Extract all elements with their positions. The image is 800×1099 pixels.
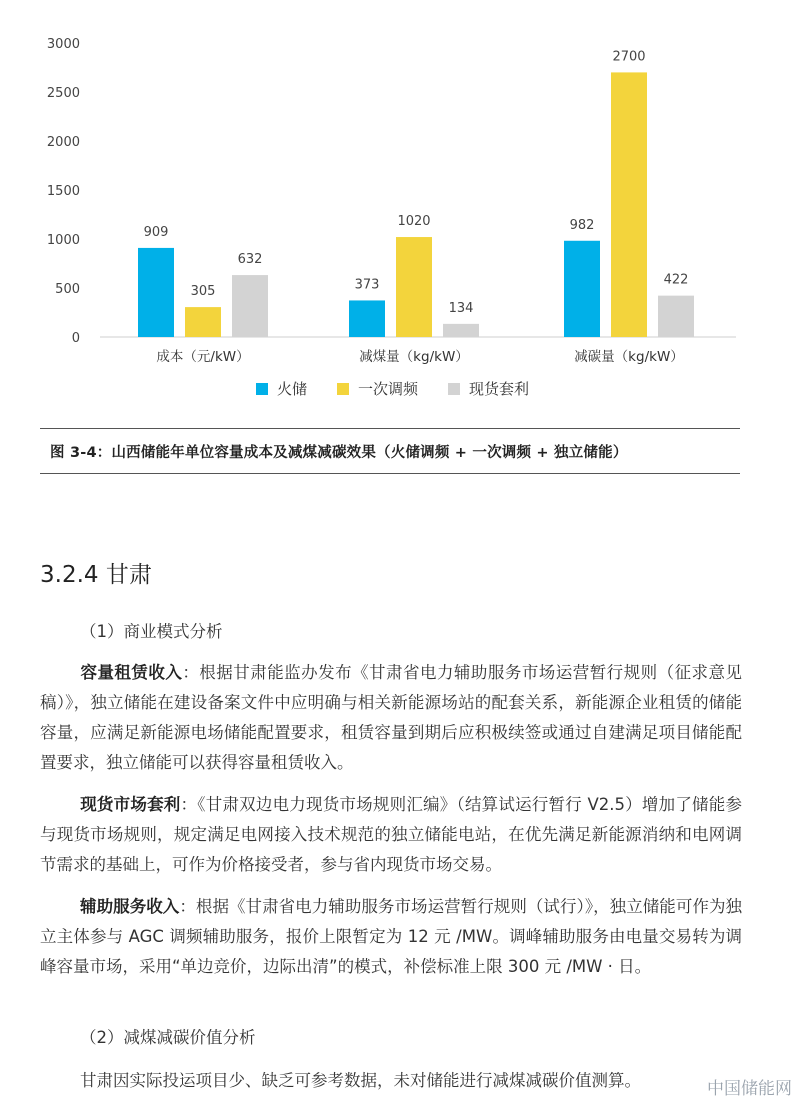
data-label: 982 [569, 217, 595, 233]
legend-item-spot-arbitrage [448, 378, 529, 399]
paragraph-lead: 辅助服务收入 [80, 897, 180, 916]
paragraph-capacity-leasing [40, 658, 742, 778]
bar [611, 72, 647, 337]
data-label: 909 [143, 224, 169, 240]
data-label: 632 [237, 252, 263, 268]
legend-item-fire-storage [256, 378, 307, 399]
category-label: 成本（元/kW） [156, 349, 250, 365]
paragraph-body: ：根据《甘肃省电力辅助服务市场运营暂行规则（试行）》，独立储能可作为独立主体参与 AGC 调频辅助服务，报价上限暂定为 12 元 /MW。调峰辅助服务由电量交易转为调峰容量市场，采用“单边竞价，边际出清”的模式，补偿标准上限 300 元 /MW · 日。 [40, 897, 743, 976]
bar [658, 296, 694, 337]
paragraph-coal-carbon: 甘肃因实际投运项目少、缺乏可参考数据，未对储能进行减煤减碳价值测算。 [80, 1071, 641, 1090]
legend-swatch [448, 383, 460, 395]
bars [138, 72, 694, 337]
legend-swatch [337, 383, 349, 395]
bar-chart [0, 0, 800, 372]
y-tick-label: 2500 [46, 86, 80, 101]
data-label: 2700 [612, 49, 646, 65]
category-labels [156, 348, 683, 365]
figure-caption-box [40, 428, 740, 474]
bar [349, 300, 385, 337]
bar [232, 275, 268, 337]
y-tick-label: 2000 [46, 135, 80, 150]
y-tick-label: 0 [71, 331, 80, 346]
bar [396, 237, 432, 337]
bar [138, 248, 174, 337]
paragraph-body: ：根据甘肃能监办发布《甘肃省电力辅助服务市场运营暂行规则（征求意见稿）》，独立储能在建设备案文件中应明确与相关新能源场站的配套关系，新能源企业租赁的储能容量，应满足新能源电场储能配置要求，租赁容量到期后应积极续签或通过自建满足项目储能配置要求，独立储能可以获得容量租赁收入。 [40, 663, 743, 772]
figure-caption: 图 3-4：山西储能年单位容量成本及减煤减碳效果（火储调频 + 一次调频 + 独立储能） [50, 444, 628, 461]
paragraph-lead: 容量租赁收入 [80, 663, 183, 682]
category-label: 减煤量（kg/kW） [359, 349, 469, 365]
paragraph-ancillary-service [40, 892, 742, 982]
subheading-coal-carbon: （2）减煤减碳价值分析 [80, 1028, 256, 1047]
legend-label: 现货套利 [469, 380, 530, 398]
y-tick-label: 1500 [46, 184, 80, 199]
y-tick-label: 1000 [46, 233, 80, 248]
data-label: 134 [448, 300, 474, 316]
data-label: 373 [354, 277, 380, 293]
bar [443, 324, 479, 337]
chart-legend [256, 378, 529, 399]
y-axis-ticks [47, 37, 80, 346]
watermark-logo: 中国储能网 [707, 1079, 792, 1099]
y-tick-label: 3000 [46, 37, 80, 52]
data-label: 1020 [397, 214, 431, 230]
legend-swatch [256, 383, 268, 395]
section-heading: 3.2.4 甘肃 [40, 562, 152, 588]
legend-item-primary-fm [337, 378, 418, 399]
bar [185, 307, 221, 337]
y-tick-label: 500 [55, 282, 80, 297]
data-label: 422 [663, 272, 689, 288]
bar [564, 241, 600, 337]
paragraph-body: ：《甘肃双边电力现货市场规则汇编》（结算试运行暂行 V2.5）增加了储能参与现货市场规则，规定满足电网接入技术规范的独立储能电站，在优先满足新能源消纳和电网调节需求的基础上，可作为价格接受者，参与省内现货市场交易。 [40, 795, 742, 874]
legend-label: 火储 [277, 380, 308, 398]
data-label: 305 [190, 284, 216, 300]
category-label: 减碳量（kg/kW） [574, 349, 684, 365]
legend-label: 一次调频 [358, 380, 419, 398]
paragraph-lead: 现货市场套利 [80, 795, 181, 814]
subheading-business-model: （1）商业模式分析 [80, 622, 223, 641]
paragraph-spot-arbitrage [40, 790, 742, 880]
